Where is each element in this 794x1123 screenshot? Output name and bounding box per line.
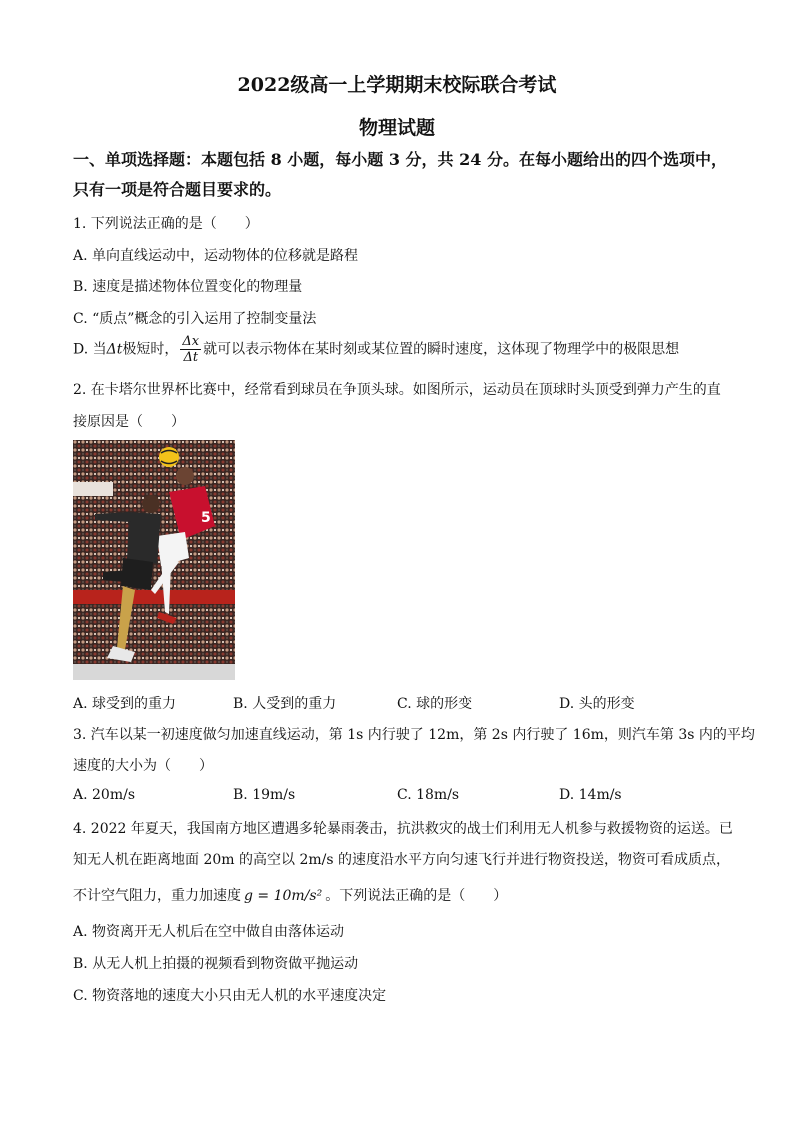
q3-option-c: C. 18m/s [397, 787, 460, 803]
stadium-banner [73, 482, 113, 496]
q1-stem: 1. 下列说法正确的是（ ） [73, 216, 259, 232]
jersey-number: 5 [201, 510, 211, 526]
q2-option-d: D. 头的形变 [559, 696, 635, 712]
q3-option-b: B. 19m/s [233, 787, 296, 803]
q4-line3-suffix: 。下列说法正确的是（ ） [325, 888, 508, 904]
q1-option-a: A. 单向直线运动中，运动物体的位移就是路程 [73, 248, 359, 264]
football-header-photo [73, 440, 235, 680]
fraction-denominator: Δt [183, 350, 199, 365]
q4-option-b: B. 从无人机上拍摄的视频看到物资做平抛运动 [73, 956, 359, 972]
q1-d-fraction [180, 334, 201, 365]
q1-d-dt: Δt [106, 341, 123, 358]
pitch-edge [73, 664, 235, 680]
q2-option-b: B. 人受到的重力 [233, 696, 337, 712]
q4-stem-line-2: 知无人机在距离地面 20m 的高空以 2m/s 的速度沿水平方向匀速飞行并进行物资投送，物资可看成质点， [73, 852, 730, 868]
section-heading [73, 145, 733, 205]
red-player-head [176, 467, 194, 485]
q1-d-suffix: 就可以表示物体在某时刻或某位置的瞬时速度，这体现了物理学中的极限思想 [203, 341, 680, 358]
q2-stem-line-1: 2. 在卡塔尔世界杯比赛中，经常看到球员在争顶头球。如图所示，运动员在顶球时头顶受到弹力产生的直 [73, 382, 721, 398]
q2-stem-line-2: 接原因是（ ） [73, 414, 185, 430]
q4-gravity-formula: g = 10m/s² [244, 888, 323, 904]
q4-option-a: A. 物资离开无人机后在空中做自由落体运动 [73, 924, 345, 940]
q4-line3-prefix: 不计空气阻力，重力加速度 [73, 888, 241, 904]
black-player-shirt [127, 512, 161, 564]
q3-stem-line-1: 3. 汽车以某一初速度做匀加速直线运动，第 1s 内行驶了 12m，第 2s 内行驶了 16m，则汽车第 3s 内的平均 [73, 727, 755, 743]
q2-option-c: C. 球的形变 [397, 696, 473, 712]
section-heading-line-2: 只有一项是符合题目要求的。 [73, 180, 282, 199]
exam-title: 2022级高一上学期期末校际联合考试 [237, 74, 557, 96]
section-heading-line-1: 一、单项选择题：本题包括 8 小题，每小题 3 分，共 24 分。在每小题给出的四个选项中， [73, 150, 727, 169]
q3-option-d: D. 14m/s [559, 787, 622, 803]
q4-option-c: C. 物资落地的速度大小只由无人机的水平速度决定 [73, 988, 387, 1004]
q4-stem-line-3 [73, 885, 507, 905]
exam-subtitle: 物理试题 [358, 117, 435, 139]
q2-option-a: A. 球受到的重力 [73, 696, 177, 712]
q1-option-b: B. 速度是描述物体位置变化的物理量 [73, 279, 303, 295]
q1-d-mid: 极短时， [122, 341, 179, 358]
q4-stem-line-1: 4. 2022 年夏天，我国南方地区遭遇多轮暴雨袭击，抗洪救灾的战士们利用无人机参与救援物资的运送。已 [73, 821, 733, 837]
q3-stem-line-2: 速度的大小为（ ） [73, 758, 213, 774]
q1-option-c: C. “质点”概念的引入运用了控制变量法 [73, 311, 317, 327]
football-photo-illustration [73, 440, 235, 680]
q3-option-a: A. 20m/s [73, 787, 136, 803]
q1-option-d [73, 334, 679, 365]
black-player-head [142, 495, 160, 513]
fraction-numerator: Δx [182, 334, 200, 349]
q1-d-prefix: D. 当 [73, 341, 107, 358]
q2-options [73, 693, 733, 713]
q3-options [73, 787, 733, 807]
